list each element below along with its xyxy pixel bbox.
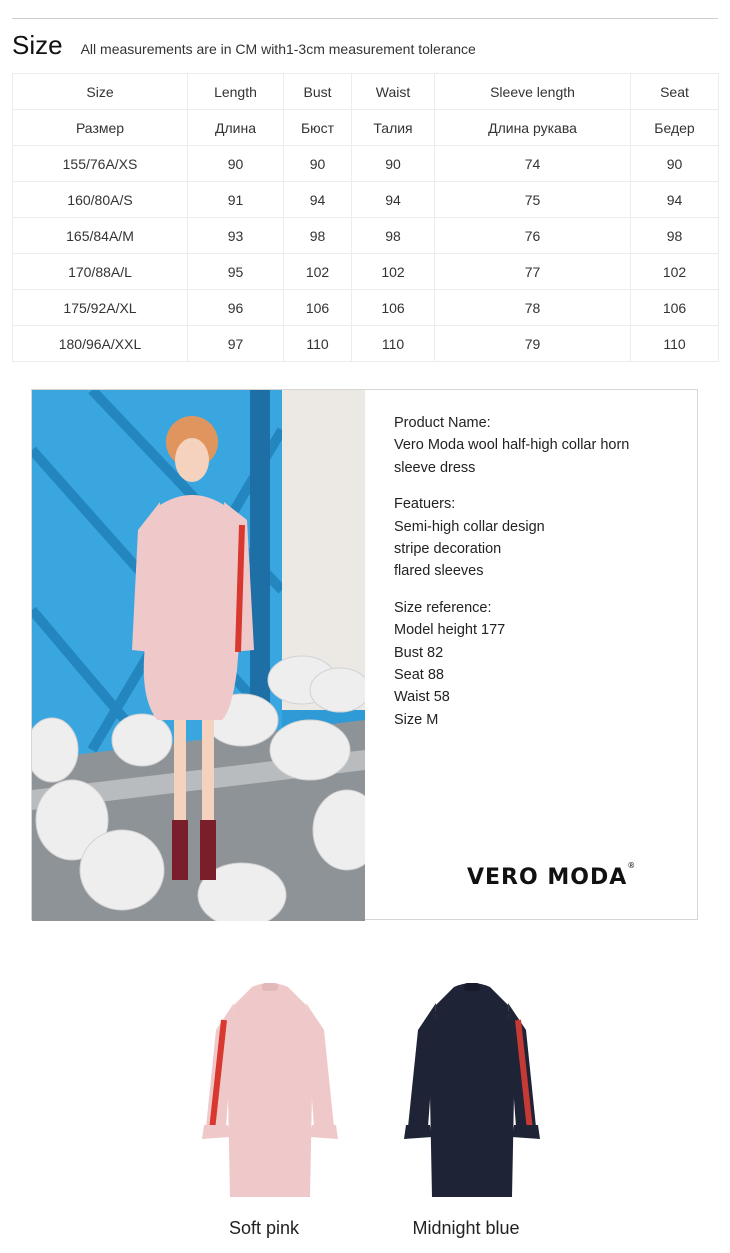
product-description xyxy=(394,412,684,745)
model-photo xyxy=(32,390,365,921)
table-cell: 98 xyxy=(284,218,352,254)
table-cell: 110 xyxy=(631,326,719,362)
product-name-label: Product Name: xyxy=(394,415,491,431)
table-header-cell: Размер xyxy=(13,110,188,146)
table-cell: 79 xyxy=(435,326,631,362)
table-cell: 98 xyxy=(631,218,719,254)
table-cell: 160/80A/S xyxy=(13,182,188,218)
table-cell: 155/76A/XS xyxy=(13,146,188,182)
table-cell: 75 xyxy=(435,182,631,218)
table-header-row-en xyxy=(13,74,719,110)
table-header-cell: Бюст xyxy=(284,110,352,146)
product-name-block xyxy=(394,412,684,479)
registered-mark: ® xyxy=(627,861,637,870)
size-reference-item: Bust 82 xyxy=(394,644,444,661)
size-reference-block xyxy=(394,597,684,731)
table-cell: 76 xyxy=(435,218,631,254)
table-cell: 90 xyxy=(188,146,284,182)
table-cell: 106 xyxy=(631,290,719,326)
table-cell: 96 xyxy=(188,290,284,326)
table-cell: 165/84A/M xyxy=(13,218,188,254)
color-label-navy: Midnight blue xyxy=(412,1218,520,1238)
color-label-pink: Soft pink xyxy=(228,1218,300,1238)
table-row xyxy=(13,254,719,290)
table-header-cell: Длина рукава xyxy=(435,110,631,146)
table-row xyxy=(13,146,719,182)
size-reference-item: Seat 88 xyxy=(394,667,444,684)
size-reference-item: Waist 58 xyxy=(394,689,450,706)
table-header-cell: Бедер xyxy=(631,110,719,146)
product-name-line: Vero Moda wool half-high collar horn xyxy=(394,437,630,454)
size-reference-item: Size M xyxy=(394,711,439,728)
table-header-cell: Length xyxy=(188,74,284,110)
table-cell: 74 xyxy=(435,146,631,182)
table-cell: 102 xyxy=(284,254,352,290)
table-cell: 97 xyxy=(188,326,284,362)
table-cell: 94 xyxy=(352,182,435,218)
table-cell: 78 xyxy=(435,290,631,326)
size-reference-label: Size reference: xyxy=(394,599,492,616)
table-cell: 180/96A/XXL xyxy=(13,326,188,362)
color-swatch-navy[interactable] xyxy=(392,975,552,1205)
table-header-cell: Waist xyxy=(352,74,435,110)
feature-item: flared sleeves xyxy=(394,563,484,580)
table-header-cell: Длина xyxy=(188,110,284,146)
dress-body-shape xyxy=(430,983,514,1197)
table-cell: 175/92A/XL xyxy=(13,290,188,326)
measurement-note: All measurements are in CM with1-3cm measurement tolerance xyxy=(80,41,476,57)
table-row xyxy=(13,182,719,218)
size-header xyxy=(12,30,476,61)
table-cell: 90 xyxy=(352,146,435,182)
table-header-cell: Bust xyxy=(284,74,352,110)
table-row xyxy=(13,218,719,254)
color-swatch-pink[interactable] xyxy=(190,975,350,1205)
table-cell: 90 xyxy=(631,146,719,182)
table-cell: 94 xyxy=(631,182,719,218)
features-block xyxy=(394,493,684,583)
product-card xyxy=(31,389,698,920)
feature-item: Semi-high collar design xyxy=(394,518,545,535)
table-header-cell: Seat xyxy=(631,74,719,110)
table-cell: 106 xyxy=(352,290,435,326)
table-cell: 170/88A/L xyxy=(13,254,188,290)
table-header-cell: Size xyxy=(13,74,188,110)
table-cell: 77 xyxy=(435,254,631,290)
table-cell: 98 xyxy=(352,218,435,254)
table-header-cell: Талия xyxy=(352,110,435,146)
brand-name: VERO MODA xyxy=(467,865,628,890)
features-label: Featuers: xyxy=(394,496,456,513)
table-cell: 102 xyxy=(631,254,719,290)
table-cell: 102 xyxy=(352,254,435,290)
table-header-cell: Sleeve length xyxy=(435,74,631,110)
size-reference-item: Model height 177 xyxy=(394,622,506,639)
table-cell: 110 xyxy=(284,326,352,362)
table-row xyxy=(13,326,719,362)
size-title: Size xyxy=(12,30,63,60)
table-cell: 94 xyxy=(284,182,352,218)
table-cell: 106 xyxy=(284,290,352,326)
table-cell: 95 xyxy=(188,254,284,290)
feature-item: stripe decoration xyxy=(394,541,502,558)
table-header-row-ru xyxy=(13,110,719,146)
table-row xyxy=(13,290,719,326)
table-cell: 91 xyxy=(188,182,284,218)
table-cell: 90 xyxy=(284,146,352,182)
size-table xyxy=(12,73,719,362)
dress-body-shape xyxy=(228,983,312,1197)
top-divider xyxy=(12,18,718,19)
table-cell: 93 xyxy=(188,218,284,254)
brand-logo xyxy=(467,861,637,890)
product-name-line: sleeve dress xyxy=(394,459,476,476)
table-cell: 110 xyxy=(352,326,435,362)
